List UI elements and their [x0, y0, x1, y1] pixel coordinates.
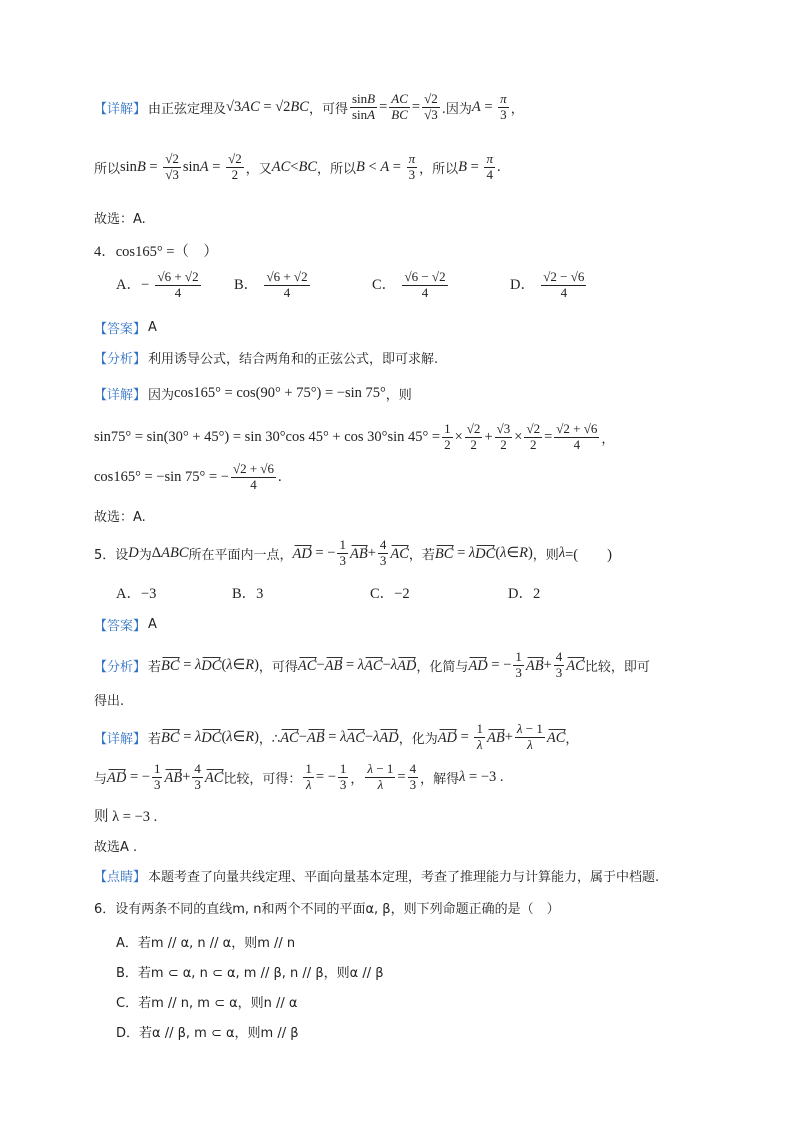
q4-option-b: B． $\frac{√6 + √2}{4}$ [234, 269, 308, 300]
detail-tag: 【详解】 [94, 101, 147, 117]
q5-then: 则 λ = −3 . [94, 809, 158, 825]
q4-detail-line2: sin75° = sin(30° + 45°) = sin 30°cos 45° + cos 30°sin 45° = $\frac{1}{2}$ × $\frac{√2}{2}$ + $\frac{√3}{2}$ × $\frac{√2}{2}$ = $\frac{√2 + √6}{4}$ ， [94, 421, 615, 452]
q6-option-d: D．若α // β, m ⊂ α，则m // β [116, 1026, 299, 1041]
q5-choose: 故选A . [94, 840, 138, 855]
q4-answer: 【答案】 A [94, 320, 157, 337]
q5-option-c: C．−2 [370, 586, 410, 602]
q4-option-d: D． $\frac{√2 - √6}{4}$ [510, 269, 585, 300]
q5-analysis-line2: 得出. [94, 694, 125, 709]
q5-stem: 5．设 D 为 Δ ABC 所在平面内一点， AD = − $\frac{1}{3}$ AB + $\frac{4}{3}$ AC ，若 BC = λ DC ( λ ∈ R ) ，则 λ =( ) [94, 537, 612, 568]
q4-option-a: A．− $\frac{√6 + √2}{4}$ [116, 269, 199, 300]
q6-option-a: A．若m // α, n // α，则m // n [116, 936, 296, 951]
q4-option-c: C． $\frac{√6 - √2}{4}$ [372, 269, 446, 300]
q6-option-b: B．若m ⊂ α, n ⊂ α, m // β, n // β，则α // β [116, 966, 384, 981]
q3-detail-line: 【详解】 由正弦定理及 √3 AC = √2 BC ，可得 $\frac{\sin B}{\sin A}$ = $\frac{AC}{BC}$ = $\frac{√2}{√3}$ .因为 A = $\frac{\pi}{3}$ ， [94, 91, 524, 122]
q5-option-a: A．−3 [116, 586, 157, 602]
q3-choose: 故选：A. [94, 212, 146, 227]
q3-detail-line2: 所以 sin B = $\frac{√2}{√3}$ sin A = $\frac{√2}{2}$ ，又 AC < BC ，所以 B < A = $\frac{\pi}{3}$ ，所以 B = $\frac{\pi}{4}$ . [94, 151, 501, 182]
q4-options [116, 270, 588, 301]
q5-option-b: B．3 [232, 586, 264, 602]
q4-stem: 4．cos165° =（ ） [94, 244, 218, 260]
q4-detail: 【详解】 因为 cos165° = cos(90° + 75°) = −sin 75° ，则 [94, 385, 412, 403]
q4-choose: 故选：A. [94, 510, 146, 525]
q6-option-c: C．若m // n, m ⊂ α，则n // α [116, 996, 298, 1011]
q6-stem: 6．设有两条不同的直线m, n和两个不同的平面α, β，则下列命题正确的是（ ） [94, 902, 560, 917]
q4-analysis: 【分析】 利用诱导公式，结合两角和的正弦公式，即可求解. [94, 352, 439, 367]
q5-detail: 【详解】 若 BC = λ DC ( λ ∈ R ) ，∴ AC − AB = λ AC − λ AD ，化为 AD = $\frac{1}{\lambda}$ AB + $\frac{\lambda - 1}{\lambda}$ AC ， [94, 721, 579, 752]
q5-answer: 【答案】 A [94, 617, 157, 634]
q5-detail-line2: 与 AD = − $\frac{1}{3}$ AB + $\frac{4}{3}$ AC 比较，可得： $\frac{1}{\lambda}$ = − $\frac{1}{3}$ ， $\frac{\lambda - 1}{\lambda}$ = $\frac{4}{3}$ ，解得 λ = −3 . [94, 761, 504, 792]
q5-analysis: 【分析】 若 BC = λ DC ( λ ∈ R ) ，可得 AC − AB = λ AC − λ AD ，化简与 AD = − $\frac{1}{3}$ AB + $\frac{4}{3}$ AC 比较，即可 [94, 649, 650, 680]
q5-comment: 【点睛】 本题考查了向量共线定理、平面向量基本定理，考查了推理能力与计算能力，属于中档题. [94, 870, 660, 885]
q5-options [116, 582, 540, 603]
q5-option-d: D．2 [508, 586, 541, 602]
q4-detail-line3: cos165° = −sin 75° = − $\frac{√2 + √6}{4}$ . [94, 461, 282, 492]
